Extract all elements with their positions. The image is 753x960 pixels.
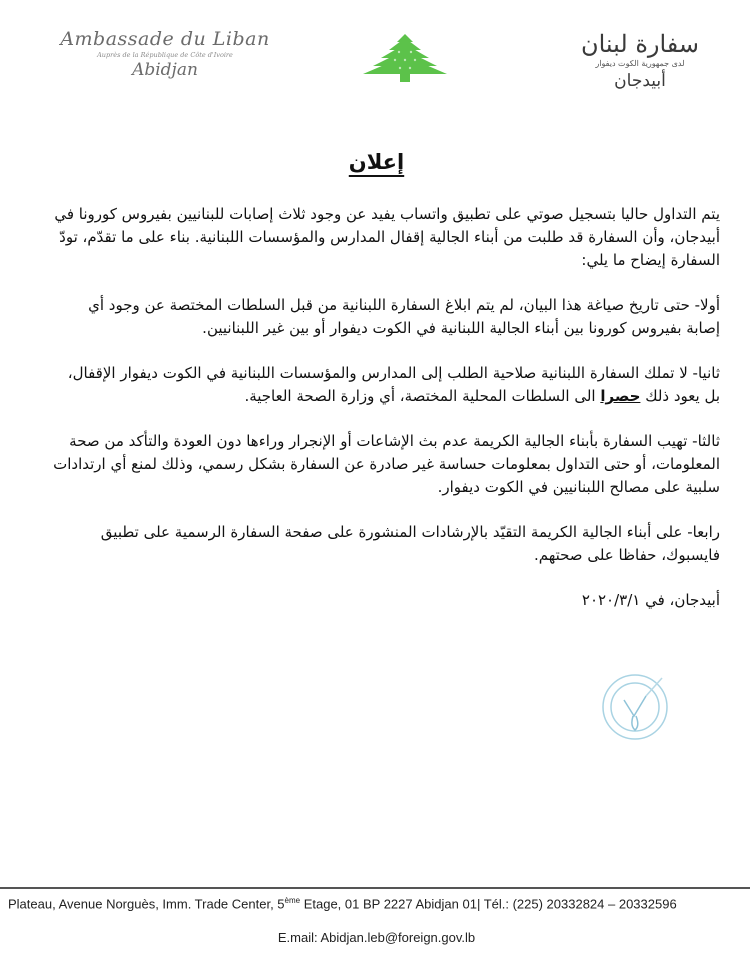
address-part-1: Plateau, Avenue Norguès, Imm. Trade Center, 5 <box>8 896 285 912</box>
point-two-emphasis: حصرا <box>600 387 641 405</box>
point-two-paragraph <box>52 362 720 408</box>
point-two-text-after: الى السلطات المحلية المختصة، أي وزارة الصحة العاجية. <box>244 387 601 405</box>
announcement-body <box>52 203 720 634</box>
footer-address <box>8 896 748 911</box>
embassy-city-arabic: أبيدجان <box>614 71 666 91</box>
embassy-city-french: Abidjan <box>132 60 198 80</box>
embassy-subtitle-french: Auprès de la République de Côte d'Ivoire <box>97 51 233 59</box>
footer-divider <box>0 887 750 889</box>
embassy-name-french: Ambassade du Liban <box>60 28 270 50</box>
point-four-paragraph: رابعا- على أبناء الجالية الكريمة التقيّد بالإرشادات المنشورة على صفحة السفارة الرسمية على تطبيق فايسبوك، حفاظا على صحتهم. <box>100 523 720 564</box>
embassy-stamp-icon <box>600 672 670 742</box>
point-three-paragraph: ثالثا- تهيب السفارة بأبناء الجالية الكريمة عدم بث الإشاعات أو الإنجرار وراءها دون العودة والتأكد من صحة المعلومات، أو حتى التداول بمعلومات حساسة غير صادرة عن السفارة بشكل رسمي، وذلك لمنع أي ارتدادات سلبية على مصالح اللبنانيين في الكوت ديفوار. <box>53 432 720 496</box>
announcement-title <box>0 150 753 174</box>
date-line: أبيدجان، في ٢٠٢٠/٣/١ <box>581 591 720 609</box>
letterhead-french <box>40 28 290 80</box>
intro-paragraph: يتم التداول حاليا بتسجيل صوتي على تطبيق واتساب يفيد عن وجود ثلاث إصابات للبنانيين بفيروس كورونا في أبيدجان، وأن السفارة قد طلبت من أبناء الجالية إقفال المدارس والمؤسسات اللبنانية. بناء على ما تقدّم، تودّ السفارة إيضاح ما يلي: <box>54 205 720 269</box>
embassy-subtitle-arabic: لدى جمهورية الكوت ديفوار <box>595 59 685 68</box>
cedar-tree-icon <box>355 30 455 90</box>
embassy-name-arabic: سفارة لبنان <box>580 30 700 58</box>
address-superscript: ème <box>284 896 301 905</box>
footer-email: E.mail: Abidjan.leb@foreign.gov.lb <box>277 930 476 945</box>
announcement-title-text: إعلان <box>348 150 405 174</box>
letterhead <box>0 0 753 115</box>
point-two-text-before: ثانيا- لا تملك السفارة اللبنانية صلاحية الطلب إلى المدارس والمؤسسات اللبنانية في الكوت ديفوار الإقفال، بل يعود ذلك <box>67 364 720 405</box>
address-part-2: Etage, 01 BP 2227 Abidjan 01| Tél.: (225) 20332824 – 20332596 <box>300 896 677 912</box>
letterhead-arabic <box>545 30 735 92</box>
point-one-paragraph: أولا- حتى تاريخ صياغة هذا البيان، لم يتم ابلاغ السفارة اللبنانية من قبل السلطات المختصة عن وجود أي إصابة بفيروس كورونا بين أبناء الجالية اللبنانية في الكوت ديفوار أو بين غير اللبنانيين. <box>88 296 720 337</box>
